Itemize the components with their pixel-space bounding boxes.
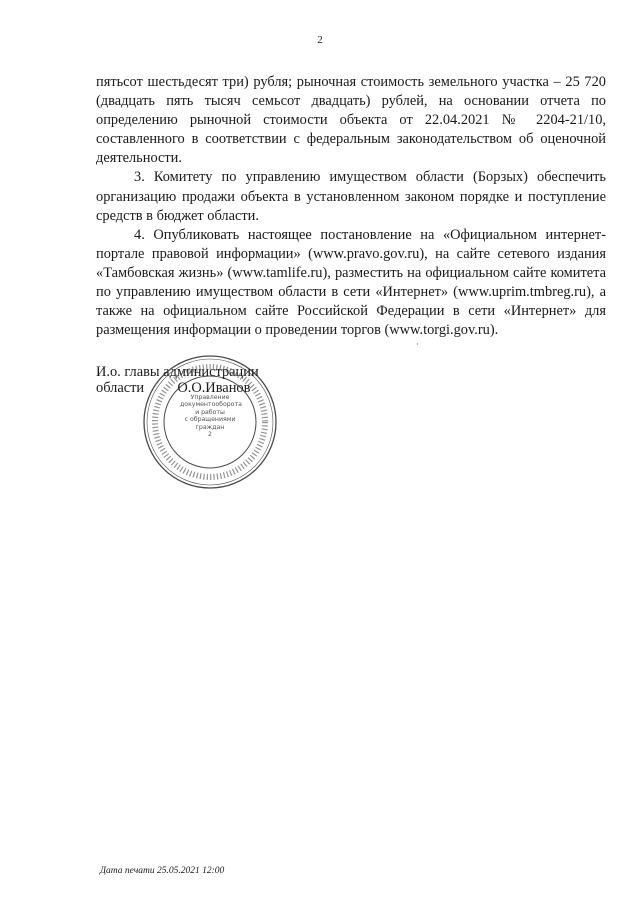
paragraph-continuation: пятьсот шестьдесят три) рубля; рыночная стоимость земельного участка – 25 720 (двадцать пять тысяч семьсот двадцать) рублей, на основании отчета по определению рыночной стоимости объекта от 22.04.2021 № 2204-21/10, составленного в соответствии с федеральным законодательством об оценочной деятельности. — [96, 74, 606, 167]
official-seal — [140, 352, 280, 492]
page-number: 2 — [317, 34, 323, 46]
paragraph-item-3: 3. Комитету по управлению имуществом области (Борзых) обеспечить организацию продажи объекта в установленном законом порядке и поступление средств в бюджет области. — [96, 169, 606, 224]
paragraph-item-4: 4. Опубликовать настоящее постановление на «Официальном интернет-портале правовой информации» (www.pravo.gov.ru), на сайте сетевого издания «Тамбовская жизнь» (www.tamlife.ru), разместить на официальном сайте комитета по управлению имуществом области в сети «Интернет» (www.uprim.tmbreg.ru), а также на официальном сайте Российской Федерации в сети «Интернет» для размещения информации о проведении торгов (www.torgi.gov.ru). — [96, 226, 606, 339]
print-date: Дата печати 25.05.2021 12:00 — [100, 866, 225, 876]
signatory-position: И.о. главы администрации — [96, 364, 259, 380]
signatory-position-region: области — [96, 380, 145, 396]
document-body — [96, 73, 606, 340]
signatory-name: О.О.Иванов — [177, 380, 251, 396]
scan-speck: · — [416, 340, 419, 349]
seal-center-text: Управление документооборота и работы с обращениями граждан 2 — [180, 394, 242, 439]
